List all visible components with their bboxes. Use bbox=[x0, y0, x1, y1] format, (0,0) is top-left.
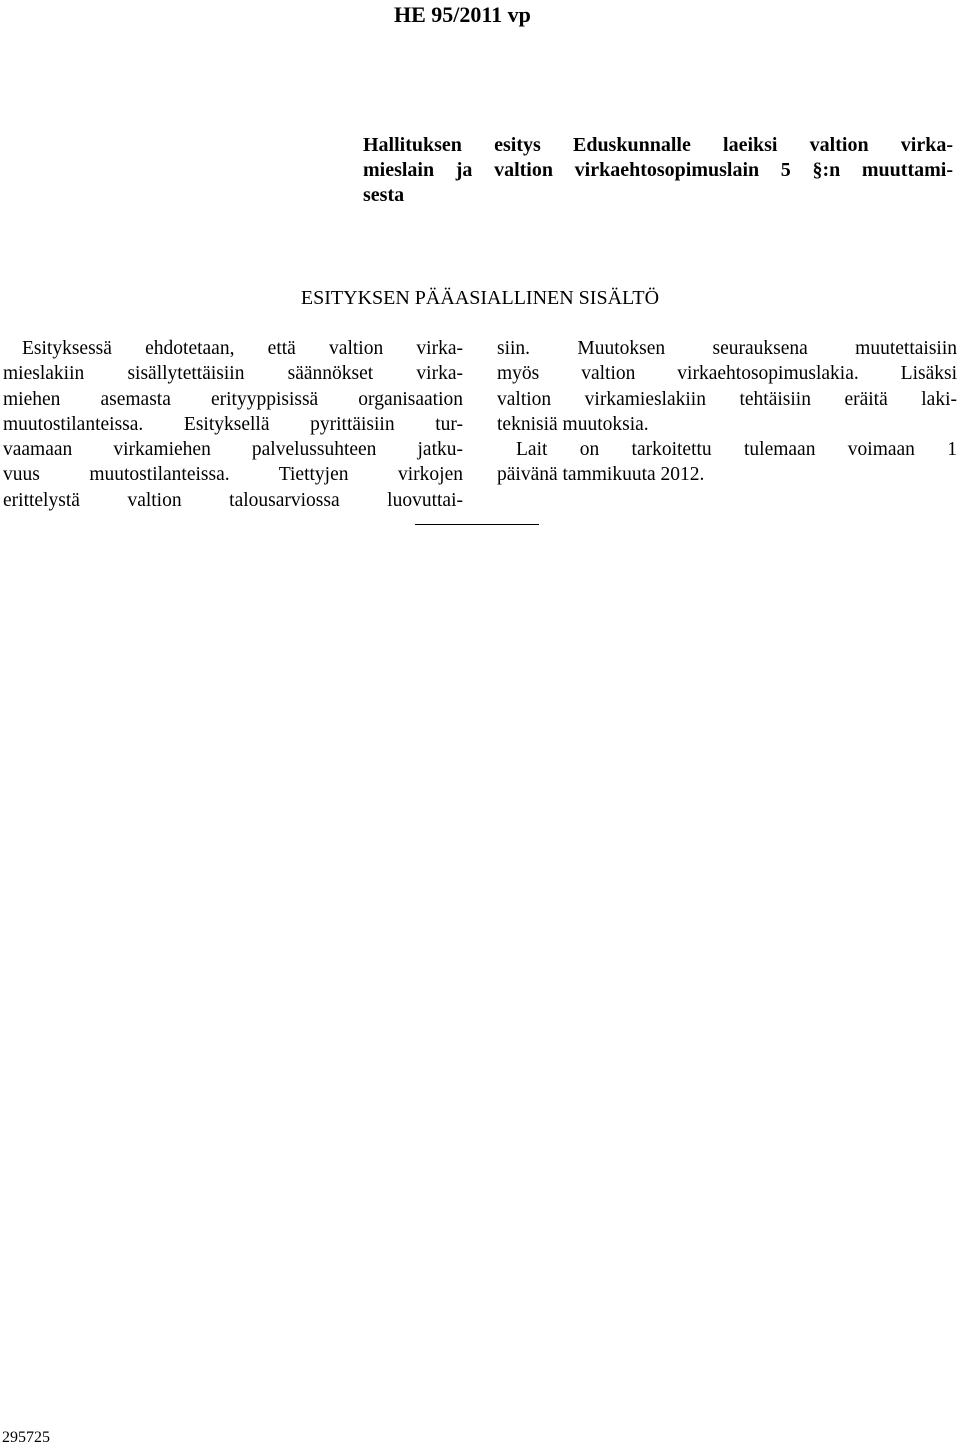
body-line: teknisiä muutoksia. bbox=[497, 413, 649, 435]
body-line: muutostilanteissa. Esityksellä pyrittäisiin tur- bbox=[3, 413, 463, 435]
proposal-title bbox=[363, 133, 953, 208]
title-line-2: mieslain ja valtion virkaehtosopimuslain 5 §:n muuttami- bbox=[363, 159, 953, 181]
section-heading: ESITYKSEN PÄÄASIALLINEN SISÄLTÖ bbox=[300, 287, 660, 309]
body-line: vuus muutostilanteissa. Tiettyjen virkojen bbox=[3, 464, 463, 486]
body-line: päivänä tammikuuta 2012. bbox=[497, 464, 705, 486]
section-divider bbox=[415, 524, 539, 525]
title-line-3: sesta bbox=[363, 184, 405, 206]
document-id: HE 95/2011 vp bbox=[394, 2, 531, 27]
page-code: 295725 bbox=[2, 1429, 50, 1446]
body-line: Lait on tarkoitettu tulemaan voimaan 1 bbox=[516, 439, 957, 461]
body-line: erittelystä valtion talousarviossa luovuttai- bbox=[3, 489, 463, 511]
body-column-right bbox=[497, 336, 957, 488]
body-line: miehen asemasta erityyppisissä organisaation bbox=[3, 388, 463, 410]
body-line: vaamaan virkamiehen palvelussuhteen jatku- bbox=[3, 439, 463, 461]
body-line: valtion virkamieslakiin tehtäisiin eräitä laki- bbox=[497, 388, 957, 410]
title-line-1: Hallituksen esitys Eduskunnalle laeiksi valtion virka- bbox=[363, 134, 953, 156]
body-line: Esityksessä ehdotetaan, että valtion virka- bbox=[22, 338, 463, 359]
body-line: siin. Muutoksen seurauksena muutettaisiin bbox=[497, 338, 957, 359]
body-line: myös valtion virkaehtosopimuslakia. Lisäksi bbox=[497, 363, 957, 385]
body-column-left bbox=[3, 336, 463, 513]
body-line: mieslakiin sisällytettäisiin säännökset virka- bbox=[3, 363, 463, 385]
